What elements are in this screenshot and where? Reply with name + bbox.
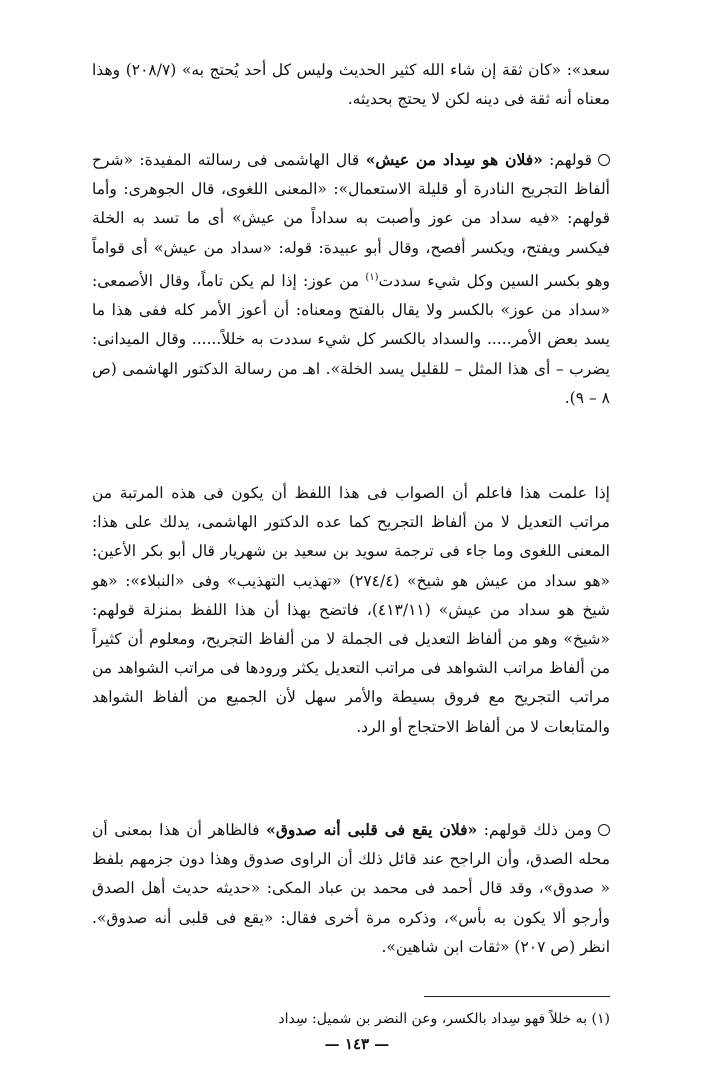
paragraph-2-body-continued: من عوز: إذا لم يكن تاماً، وقال الأصمعى: «سداد من عوز» بالكسر ولا يقال بالفتح ومعناه: أن أعوز الأمر كله ففى هذا ما يسد بعض الأمر..... والسداد بالكسر كل شيء سددت به خللاً...... وقال الميدانى: يضرب – أى هذا المثل – للقليل يسد الخلة». اهـ من رسالة الدكتور الهاشمى (ص ٨ – ٩). [92,271,610,407]
page-number: — ١٤٣ — [324,1035,390,1053]
hollow-circle-bullet-icon [598,824,610,836]
paragraph-4-body: فالظاهر أن هذا بمعنى أن محله الصدق، وأن الراجح عند قائل ذلك أن الراوى صدوق وهذا دون جزمهم بلفظ « صدوق»، وقد قال أحمد فى محمد بن عباد المكى: «حديثه حديث أهل الصدق وأرجو ألا يكون به بأس»، وذكره مرة أخرى فقال: «يقع فى قلبى أنه صدوق». انظر (ص ٢٠٧) «ثقات ابن شاهين». [92,821,610,956]
paragraph-4-term: «فلان يقع فى قلبى أنه صدوق» [266,820,478,839]
paragraph-4-lead: ومن ذلك قولهم: [477,821,592,839]
paragraph-4 [92,815,610,962]
paragraph-1: سعد»: «كان ثقة إن شاء الله كثير الحديث وليس كل أحد يُحتج به» (٢٠٨/٧) وهذا معناه أنه ثقة فى دينه لكن لا يحتج بحديثه. [92,61,610,109]
footnote-separator [424,996,610,997]
footnote-marker: (١) [365,271,379,283]
hollow-circle-bullet-icon [598,154,610,166]
paragraph-2 [92,145,610,413]
footnote: (١) به خللاً فهو سِداد بالكسر، وعن النضر بن شميل: سِداد [278,1011,610,1027]
paragraph-2-term: «فلان هو سِداد من عيش» [365,150,543,169]
paragraph-2-body: قال الهاشمى فى رسالته المفيدة: «شرح ألفاظ التجريح النادرة أو قليلة الاستعمال»: «المعنى اللغوى، قال الجوهرى: وأما قولهم: «فيه سداد من عوز وأصبت به سداداً من عيش» أى ما تسد به الخلة فيكسر ويفتح، ويكسر أفصح، وقال أبو عبيدة: قوله: «سداد من عيش» أى قواماً وهو بكسر السين وكل شيء سددت [92,151,610,290]
paragraph-3: إذا علمت هذا فاعلم أن الصواب فى هذا اللفظ أن يكون فى هذه المرتبة من مراتب التعديل لا من ألفاظ التجريح كما عده الدكتور الهاشمى، يدلك على هذا: المعنى اللغوى وما جاء فى ترجمة سويد بن سعيد بن شهريار قال أبو بكر الأعين: «هو سداد من عيش هو شيخ» (٢٧٤/٤) «تهذيب التهذيب» وفى «النبلاء»: «هو شيخ هو سداد من عيش» (٤١٣/١١)، فاتضح بهذا أن هذا اللفظ بمنزلة قولهم: «شيخ» وهو من ألفاظ التعديل فى الجملة لا من ألفاظ التجريح، ومعلوم أن كثيراً من ألفاظ مراتب الشواهد فى مراتب التعديل يكثر ورودها فى مراتب الشواهد من مراتب التجريح مع فروق بسيطة والأمر سهل لأن الجميع من ألفاظ الشواهد والمتابعات لا من ألفاظ الاحتجاج أو الرد. [92,484,610,736]
paragraph-2-lead: قولهم: [542,151,592,169]
